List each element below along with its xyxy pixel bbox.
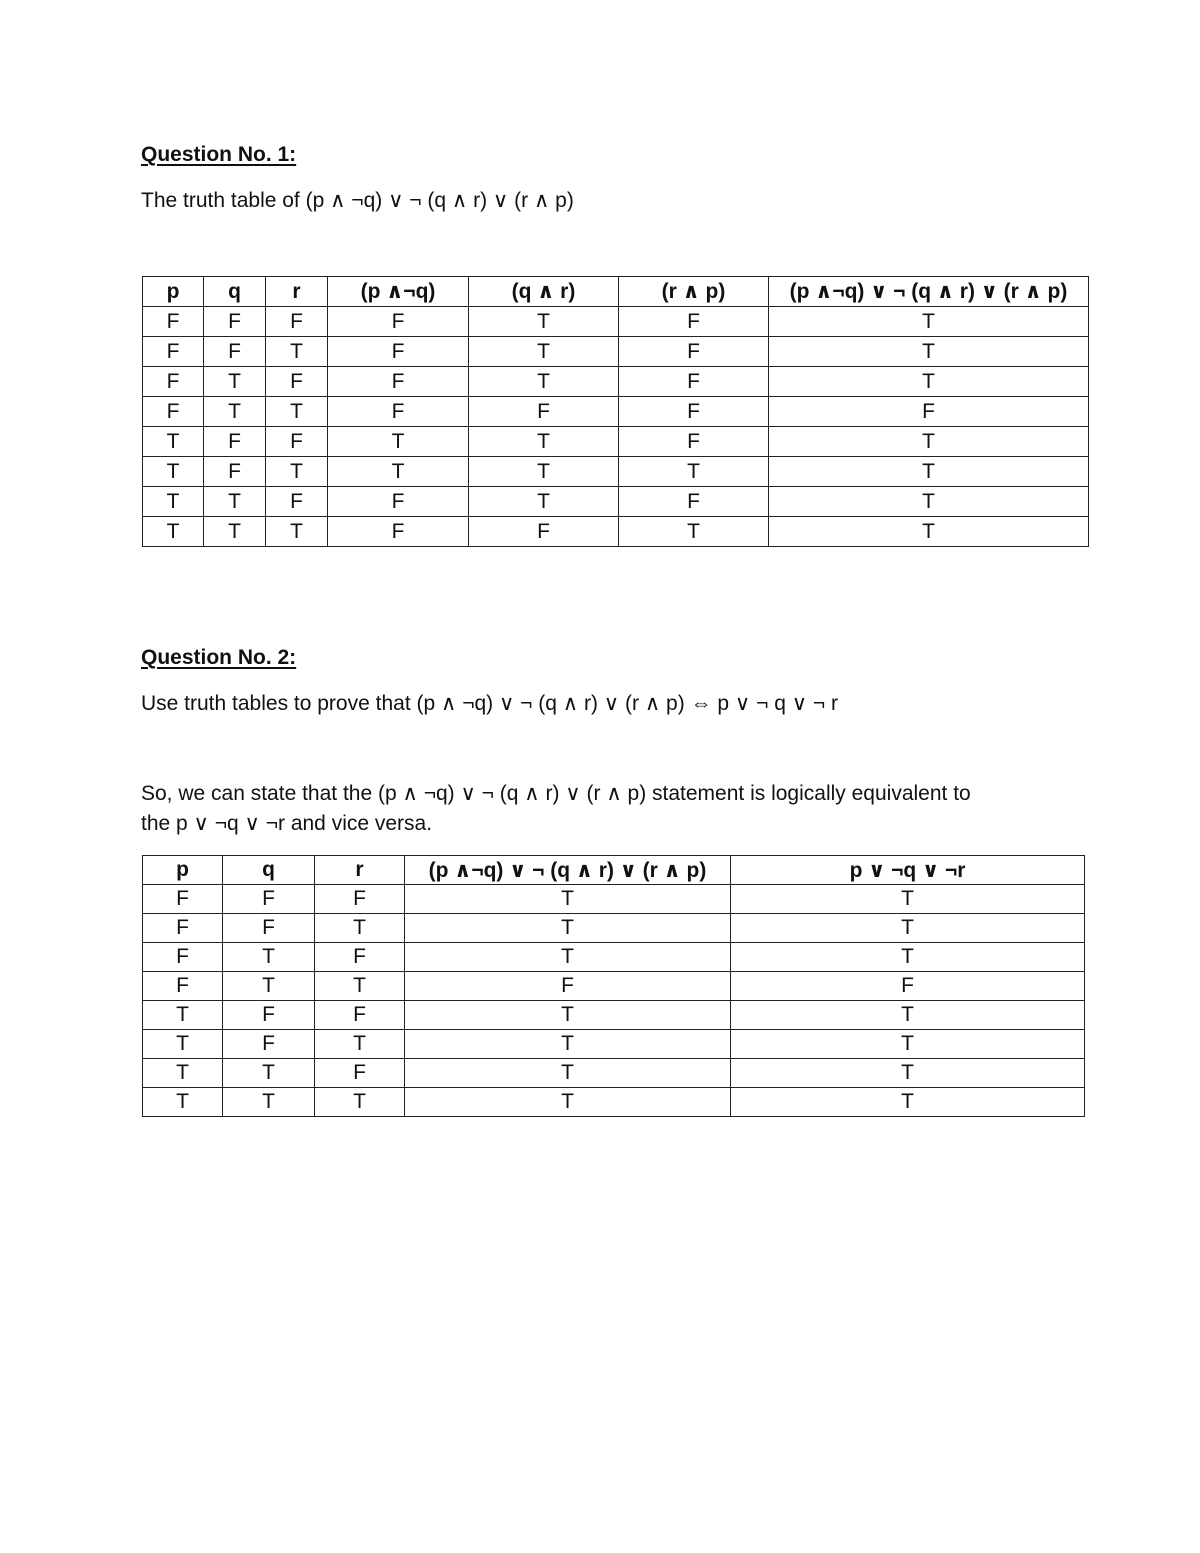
table-row <box>143 397 1089 427</box>
table-row <box>143 1001 1085 1030</box>
table-cell: T <box>731 1030 1085 1059</box>
table-cell: F <box>143 397 204 427</box>
column-header-p: p <box>143 277 204 307</box>
column-header-equivalent-expression: p ∨ ¬q ∨ ¬r <box>731 856 1085 885</box>
table-row <box>143 367 1089 397</box>
table-cell: F <box>143 367 204 397</box>
table-cell: F <box>619 367 769 397</box>
table-cell: T <box>469 487 619 517</box>
table-cell: T <box>619 517 769 547</box>
table-cell: F <box>143 307 204 337</box>
table-cell: T <box>469 307 619 337</box>
column-header-q: q <box>204 277 266 307</box>
table-cell: T <box>143 517 204 547</box>
table-header-row <box>143 277 1089 307</box>
table-cell: T <box>143 1088 223 1117</box>
table-cell: F <box>469 517 619 547</box>
table-cell: F <box>328 397 469 427</box>
table-cell: T <box>315 972 405 1001</box>
table-cell: F <box>143 943 223 972</box>
column-header-q-and-r: (q ∧ r) <box>469 277 619 307</box>
table-cell: T <box>266 397 328 427</box>
table-cell: F <box>266 487 328 517</box>
table-cell: F <box>143 885 223 914</box>
table-cell: T <box>204 397 266 427</box>
table-cell: F <box>469 397 619 427</box>
table-cell: T <box>405 943 731 972</box>
table-cell: T <box>143 487 204 517</box>
table-cell: T <box>469 337 619 367</box>
table-cell: F <box>315 1059 405 1088</box>
truth-table-1 <box>142 276 1089 547</box>
table-cell: T <box>405 1030 731 1059</box>
column-header-full-expression: (p ∧¬q) ∨ ¬ (q ∧ r) ∨ (r ∧ p) <box>769 277 1089 307</box>
table-row <box>143 427 1089 457</box>
table-cell: F <box>204 457 266 487</box>
table-cell: F <box>619 487 769 517</box>
table-cell: F <box>143 337 204 367</box>
table-cell: F <box>223 1001 315 1030</box>
table-cell: T <box>769 517 1089 547</box>
table-cell: F <box>405 972 731 1001</box>
table-cell: T <box>328 457 469 487</box>
table-cell: F <box>619 337 769 367</box>
table-cell: F <box>223 885 315 914</box>
table-cell: F <box>328 367 469 397</box>
table-cell: T <box>769 457 1089 487</box>
table-row <box>143 914 1085 943</box>
table-cell: T <box>769 337 1089 367</box>
table-row <box>143 885 1085 914</box>
table-cell: T <box>405 1088 731 1117</box>
table-cell: T <box>143 1059 223 1088</box>
table-row <box>143 943 1085 972</box>
table-cell: T <box>405 1059 731 1088</box>
table-cell: F <box>204 427 266 457</box>
table-cell: T <box>405 885 731 914</box>
table-cell: T <box>223 1088 315 1117</box>
column-header-p-and-not-q: (p ∧¬q) <box>328 277 469 307</box>
column-header-r: r <box>315 856 405 885</box>
table-cell: F <box>204 307 266 337</box>
table-cell: T <box>769 367 1089 397</box>
table-cell: T <box>769 427 1089 457</box>
column-header-full-expression: (p ∧¬q) ∨ ¬ (q ∧ r) ∨ (r ∧ p) <box>405 856 731 885</box>
table-cell: F <box>328 517 469 547</box>
table-cell: T <box>266 337 328 367</box>
table-cell: T <box>731 1001 1085 1030</box>
table-row <box>143 1030 1085 1059</box>
table-cell: T <box>143 457 204 487</box>
truth-table-2 <box>142 855 1085 1117</box>
table-cell: F <box>731 972 1085 1001</box>
column-header-q: q <box>223 856 315 885</box>
table-cell: T <box>204 517 266 547</box>
table-cell: F <box>315 943 405 972</box>
table-cell: F <box>315 1001 405 1030</box>
question-2-intro: Use truth tables to prove that (p ∧ ¬q) ∨ ¬ (q ∧ r) ∨ (r ∧ p) ⇔ p ∨ ¬ q ∨ ¬ r <box>141 692 838 715</box>
table-cell: F <box>223 914 315 943</box>
table-cell: F <box>143 972 223 1001</box>
table-cell: T <box>328 427 469 457</box>
table-cell: F <box>223 1030 315 1059</box>
table-row <box>143 307 1089 337</box>
table-cell: T <box>315 1088 405 1117</box>
table-cell: T <box>769 307 1089 337</box>
table-cell: T <box>469 457 619 487</box>
table-cell: T <box>315 914 405 943</box>
conclusion-line-1: So, we can state that the (p ∧ ¬q) ∨ ¬ (q ∧ r) ∨ (r ∧ p) statement is logically equivalent to <box>141 782 971 805</box>
table-cell: F <box>143 914 223 943</box>
table-cell: F <box>328 307 469 337</box>
table-cell: T <box>405 914 731 943</box>
table-cell: T <box>469 367 619 397</box>
table-cell: T <box>143 427 204 457</box>
table-cell: F <box>266 307 328 337</box>
table-cell: T <box>405 1001 731 1030</box>
table-cell: T <box>223 943 315 972</box>
table-cell: T <box>731 1088 1085 1117</box>
table-cell: T <box>769 487 1089 517</box>
table-row <box>143 457 1089 487</box>
table-header-row <box>143 856 1085 885</box>
column-header-p: p <box>143 856 223 885</box>
conclusion-line-2: the p ∨ ¬q ∨ ¬r and vice versa. <box>141 812 433 835</box>
table-cell: T <box>731 1059 1085 1088</box>
table-cell: F <box>266 367 328 397</box>
table-cell: F <box>328 337 469 367</box>
table-cell: T <box>731 914 1085 943</box>
table-cell: T <box>315 1030 405 1059</box>
table-cell: F <box>769 397 1089 427</box>
table-cell: F <box>266 427 328 457</box>
question-1-intro: The truth table of (p ∧ ¬q) ∨ ¬ (q ∧ r) ∨ (r ∧ p) <box>141 189 574 212</box>
table-cell: F <box>315 885 405 914</box>
question-2-heading: Question No. 2: <box>141 646 297 669</box>
table-cell: T <box>143 1001 223 1030</box>
table-cell: F <box>619 427 769 457</box>
table-row <box>143 517 1089 547</box>
table-cell: F <box>328 487 469 517</box>
table-cell: T <box>143 1030 223 1059</box>
table-cell: T <box>731 885 1085 914</box>
column-header-r: r <box>266 277 328 307</box>
table-cell: T <box>223 1059 315 1088</box>
table-row <box>143 487 1089 517</box>
table-cell: T <box>223 972 315 1001</box>
table-cell: F <box>204 337 266 367</box>
table-row <box>143 972 1085 1001</box>
table-cell: T <box>204 367 266 397</box>
table-cell: T <box>619 457 769 487</box>
column-header-r-and-p: (r ∧ p) <box>619 277 769 307</box>
question-1-heading: Question No. 1: <box>141 143 297 166</box>
table-cell: T <box>266 457 328 487</box>
table-cell: T <box>469 427 619 457</box>
table-row <box>143 337 1089 367</box>
table-cell: F <box>619 307 769 337</box>
question-2-conclusion <box>141 779 971 839</box>
table-row <box>143 1059 1085 1088</box>
table-row <box>143 1088 1085 1117</box>
table-cell: T <box>204 487 266 517</box>
table-cell: T <box>731 943 1085 972</box>
table-cell: F <box>619 397 769 427</box>
table-cell: T <box>266 517 328 547</box>
